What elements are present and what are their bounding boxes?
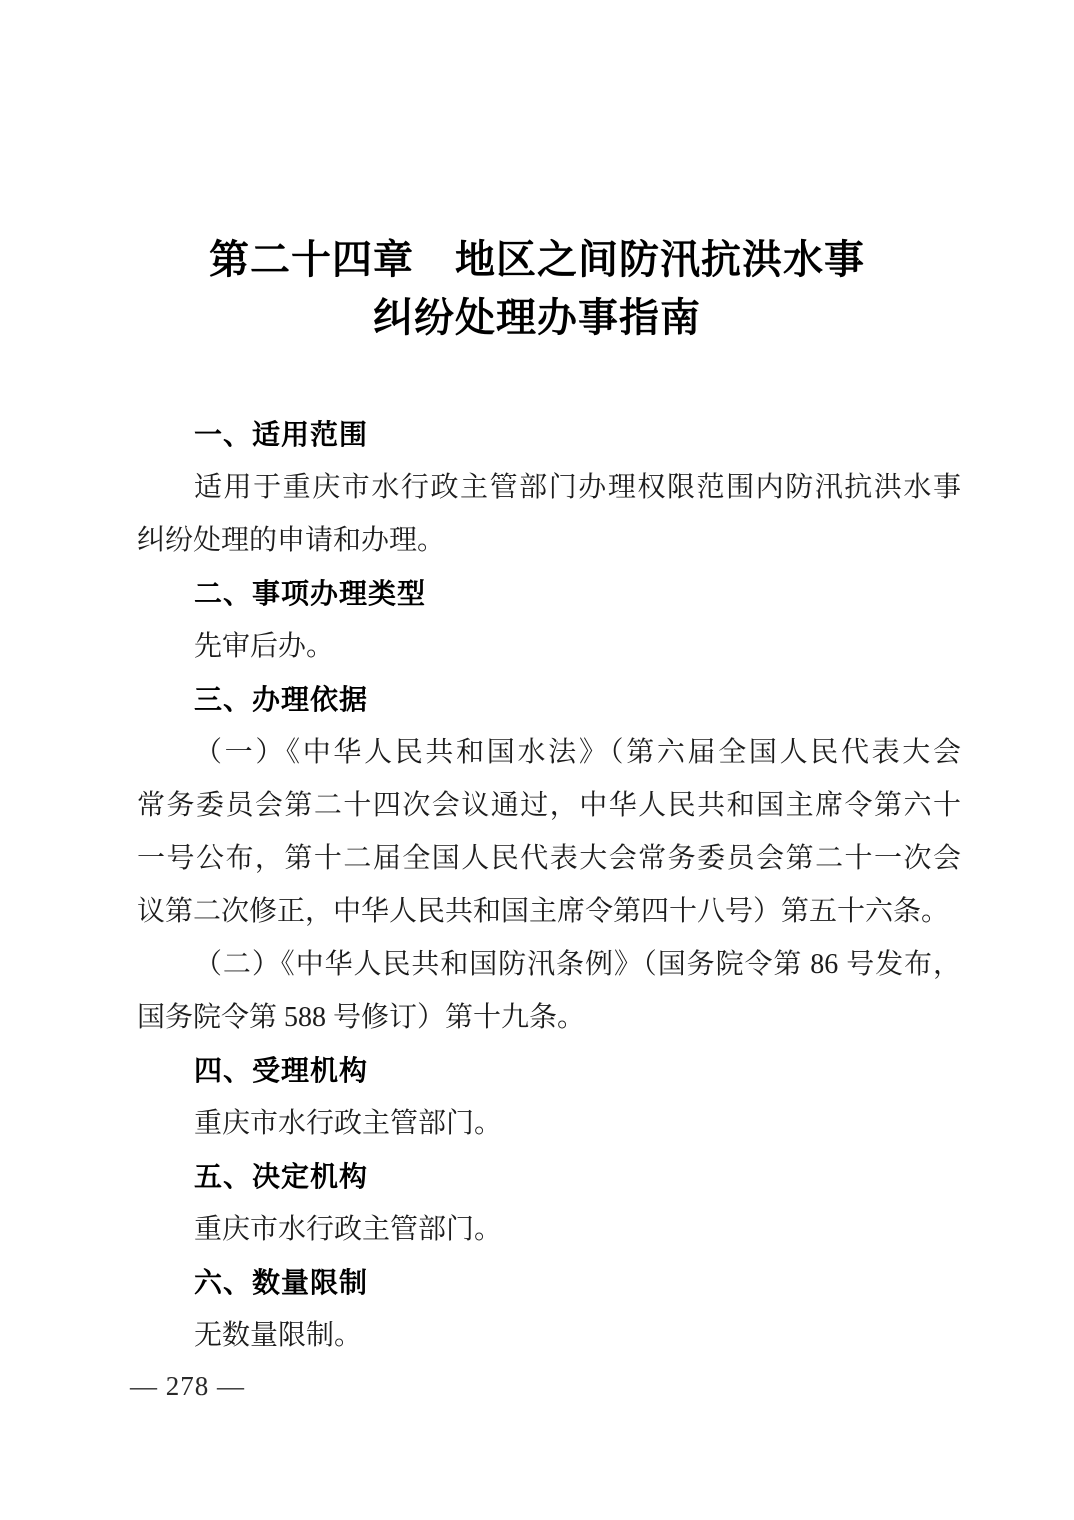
text-line: 适用于重庆市水行政主管部门办理权限范围内防汛抗洪水事 (194, 472, 961, 503)
text-line: 纠纷处理的申请和办理。 (137, 525, 446, 556)
text-line: 重庆市水行政主管部门。 (194, 1108, 503, 1139)
chapter-title-line-2: 纠纷处理办事指南 (373, 295, 701, 340)
text-line: 无数量限制。 (194, 1320, 363, 1351)
text-line: （二）《中华人民共和国防汛条例》（国务院令第 86 号发布， (194, 949, 961, 980)
page-number: — 278 — (130, 1371, 245, 1401)
section-heading-deciding-agency: 五、决定机构 (194, 1161, 369, 1192)
section-heading-quantity-limit: 六、数量限制 (194, 1267, 369, 1298)
text-line: 常务委员会第二十四次会议通过，中华人民共和国主席令第六十 (137, 790, 961, 821)
text-line: 先审后办。 (194, 631, 335, 662)
chapter-title-line-1: 第二十四章 地区之间防汛抗洪水事 (209, 237, 865, 282)
text-line: 重庆市水行政主管部门。 (194, 1214, 503, 1245)
section-heading-handling-type: 二、事项办理类型 (194, 578, 427, 609)
text-line: 议第二次修正，中华人民共和国主席令第四十八号）第五十六条。 (137, 896, 950, 927)
document-content (0, 408, 1074, 1362)
section-heading-accepting-agency: 四、受理机构 (194, 1055, 369, 1086)
chapter-title (0, 0, 1074, 347)
text-line: 国务院令第 588 号修订）第十九条。 (137, 1002, 586, 1033)
text-line: （一）《中华人民共和国水法》（第六届全国人民代表大会 (194, 737, 961, 768)
page-footer (0, 1366, 1074, 1406)
section-heading-legal-basis: 三、办理依据 (194, 684, 369, 715)
text-line: 一号公布，第十二届全国人民代表大会常务委员会第二十一次会 (137, 843, 961, 874)
section-heading-scope: 一、适用范围 (194, 419, 369, 450)
